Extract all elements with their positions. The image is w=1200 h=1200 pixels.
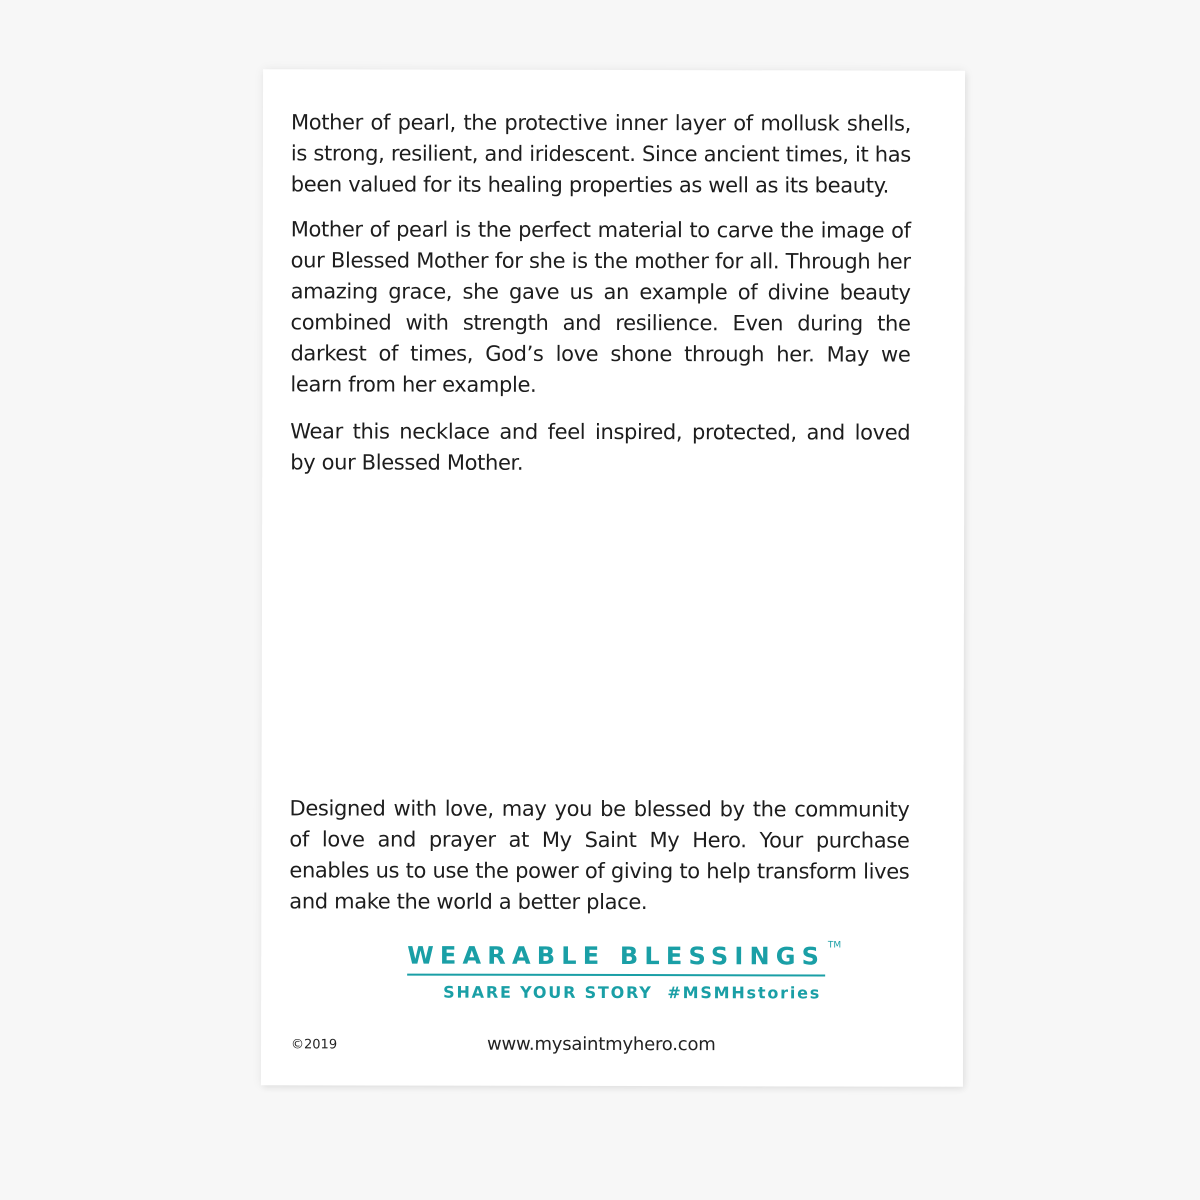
- paragraph-blessed-mother: Mother of pearl is the perfect material to carve the image of our Blessed Mother for she is the mother for all. Through her amazing grace, she gave us an example of divine beauty combined with strength and resilience. Even during the darkest of times, God’s love shone through her. May we learn from her example.: [290, 217, 911, 397]
- paragraph-wear-necklace: Wear this necklace and feel inspired, protected, and loved by our Blessed Mother.: [290, 419, 911, 475]
- paragraph-mother-of-pearl: Mother of pearl, the protective inner layer of mollusk shells, is strong, resilient, and iridescent. Since ancient times, it has been valued for its healing properties as well as its beauty.: [290, 110, 911, 198]
- printed-card: [261, 69, 965, 1086]
- paragraph-designed-with-love: Designed with love, may you be blessed by the community of love and prayer at My Saint My Hero. Your purchase enables us to use the power of giving to help transform lives and make the world a better place.: [289, 796, 910, 915]
- copyright-notice: ©2019: [291, 1037, 338, 1053]
- website-url: www.mysaintmyhero.com: [487, 1033, 716, 1056]
- brand-block: [261, 941, 963, 1002]
- trademark-mark: TM: [827, 940, 842, 951]
- brand-tagline: SHARE YOUR STORY #MSMHstories: [443, 982, 822, 1003]
- brand-title-text: WEARABLE BLESSINGS: [407, 941, 826, 971]
- brand-title: [407, 940, 842, 977]
